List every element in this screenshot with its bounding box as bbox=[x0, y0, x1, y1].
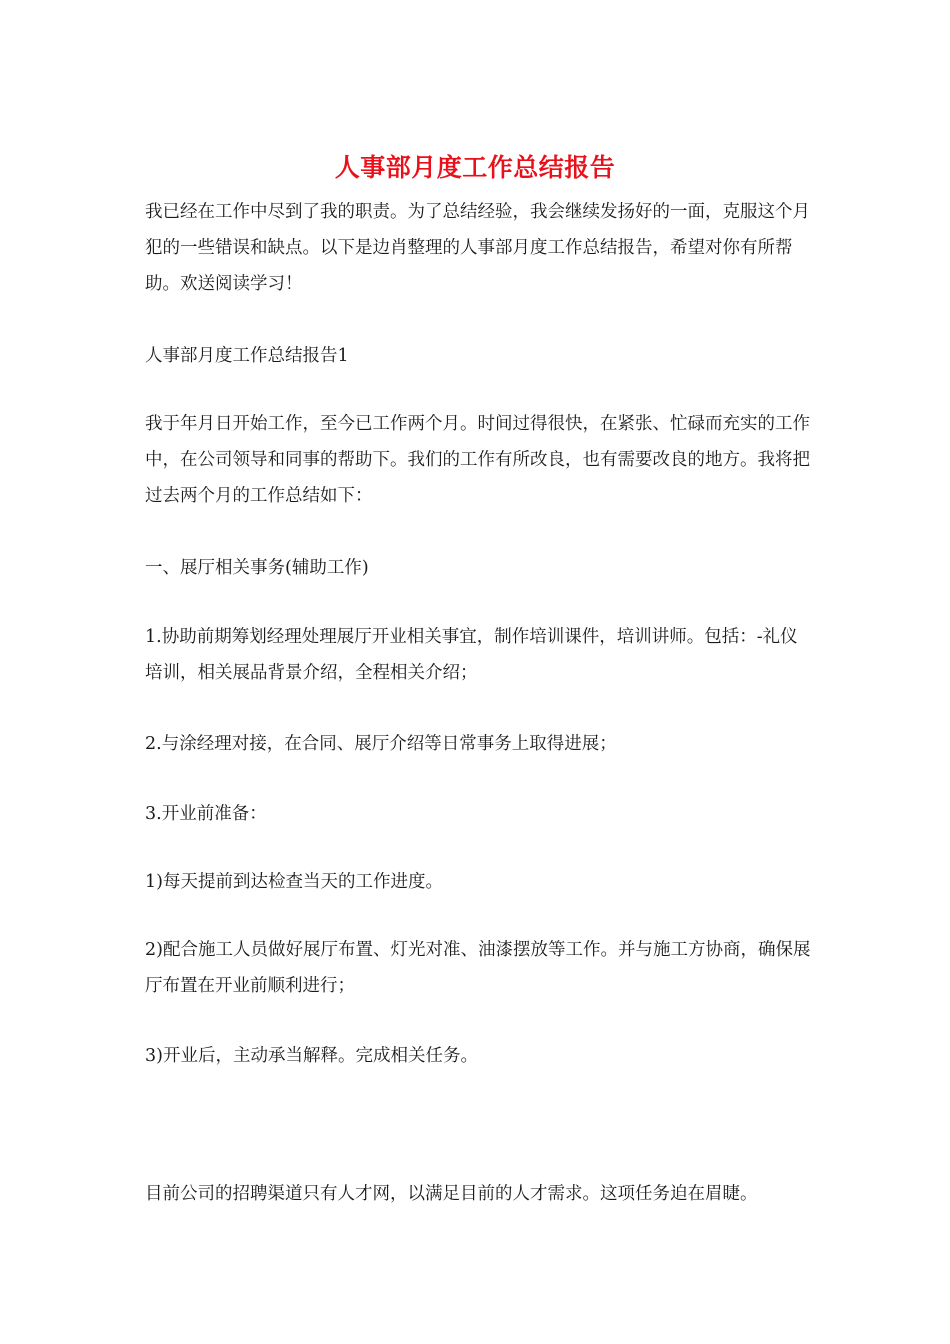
sub-item-1: 1)每天提前到达检查当天的工作进度。 bbox=[145, 872, 443, 892]
intro-paragraph: 我已经在工作中尽到了我的职责。为了总结经验，我会继续发扬好的一面，克服这个月犯的一些错误和缺点。以下是边肖整理的人事部月度工作总结报告，希望对你有所帮助。欢送阅读学习！ bbox=[145, 202, 810, 294]
sub-item-3: 3)开业后，主动承当解释。完成相关任务。 bbox=[145, 1046, 478, 1066]
sub-item-2: 2)配合施工人员做好展厅布置、灯光对准、油漆摆放等工作。并与施工方协商，确保展厅布置在开业前顺利进行； bbox=[145, 940, 811, 996]
report-heading-1: 人事部月度工作总结报告1 bbox=[145, 346, 349, 366]
list-item-1: 1.协助前期筹划经理处理展厅开业相关事宜，制作培训课件，培训讲师。包括：-礼仪培训，相关展品背景介绍，全程相关介绍； bbox=[145, 627, 798, 683]
document-title: 人事部月度工作总结报告 bbox=[334, 153, 616, 182]
list-item-3: 3.开业前准备： bbox=[145, 804, 267, 824]
report-body-paragraph: 我于年月日开始工作，至今已工作两个月。时间过得很快，在紧张、忙碌而充实的工作中，在公司领导和同事的帮助下。我们的工作有所改良，也有需要改良的地方。我将把过去两个月的工作总结如下： bbox=[145, 414, 810, 506]
section-heading-1: 一、展厅相关事务(辅助工作) bbox=[145, 558, 369, 578]
list-item-2: 2.与涂经理对接，在合同、展厅介绍等日常事务上取得进展； bbox=[145, 734, 617, 754]
closing-paragraph: 目前公司的招聘渠道只有人才网，以满足目前的人才需求。这项任务迫在眉睫。 bbox=[145, 1184, 758, 1204]
